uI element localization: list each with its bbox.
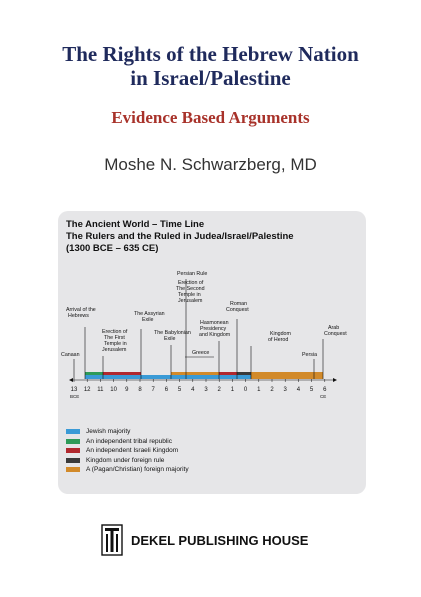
- timeline-tick-label: 1: [230, 387, 235, 393]
- timeline-panel: [58, 211, 366, 494]
- timeline-tick-label: 12: [83, 387, 91, 393]
- timeline-chart: [58, 211, 366, 426]
- timeline-tick-label: 4: [191, 387, 195, 393]
- label-hasmonean-3: and Kingdom: [199, 332, 231, 338]
- label-second-temple-1: Erection of: [178, 280, 204, 286]
- bar-hasmonean-kingdom: [219, 372, 237, 375]
- timeline-tick-label: 3: [204, 387, 208, 393]
- legend-item: [66, 427, 189, 437]
- legend-item: [66, 456, 189, 466]
- label-bce: BCE: [70, 394, 80, 399]
- timeline-date-range: (1300 BCE – 635 CE): [66, 243, 159, 254]
- label-herod-1: Kingdom: [270, 331, 291, 337]
- legend-item: [66, 465, 189, 475]
- timeline-tick-label: 5: [177, 387, 182, 393]
- label-roman-2: Conquest: [226, 307, 249, 313]
- label-first-temple-3: Temple in: [104, 341, 127, 347]
- timeline-tick-label: 7: [151, 387, 155, 393]
- timeline-tick-label: 10: [110, 387, 117, 393]
- timeline-tick-label: 9: [125, 387, 129, 393]
- bar-jewish-majority-2: [171, 375, 219, 379]
- label-greece: Greece: [192, 350, 210, 356]
- label-assyrian-2: Exile: [142, 317, 154, 323]
- label-arrival-1: Arrival of the: [66, 307, 96, 313]
- timeline-legend: [66, 427, 189, 475]
- legend-swatch: [66, 448, 80, 453]
- timeline-tick-label: 6: [323, 387, 327, 393]
- bar-tribal-republic: [85, 372, 103, 375]
- book-title-line-1: The Rights of the Hebrew Nation: [62, 42, 359, 66]
- label-arab-1: Arab: [328, 325, 340, 331]
- legend-label: An independent tribal republic: [86, 437, 173, 445]
- label-arab-2: Conquest: [324, 331, 347, 337]
- publisher-logo-icon: [101, 524, 123, 556]
- bar-israeli-kingdom: [103, 372, 141, 375]
- timeline-tick-label: 11: [97, 387, 104, 393]
- timeline-tick-label: 6: [164, 387, 169, 393]
- legend-item: [66, 446, 189, 456]
- publisher-name: DEKEL PUBLISHING HOUSE: [131, 533, 309, 548]
- label-first-temple-1: Erection of: [102, 329, 128, 335]
- timeline-tick-label: 2: [217, 387, 221, 393]
- label-roman-1: Roman: [230, 301, 248, 307]
- label-first-temple-4: Jerusalem: [102, 347, 127, 353]
- bar-herod-kingdom: [237, 372, 251, 375]
- timeline-right-arrow: [333, 378, 337, 382]
- timeline-tick-label: 13: [70, 387, 78, 393]
- label-arrival-2: Hebrews: [68, 313, 89, 319]
- timeline-tick-label: 2: [270, 387, 274, 393]
- timeline-tick-label: 8: [138, 387, 142, 393]
- label-hasmonean-1: Hasmonean: [200, 320, 229, 326]
- label-second-temple-3: Temple in: [178, 292, 201, 298]
- label-persian-rule: Persian Rule: [177, 271, 208, 277]
- legend-label: An independent Israeli Kingdom: [86, 447, 179, 455]
- timeline-heading: The Ancient World – Time Line: [66, 219, 205, 230]
- label-hasmonean-2: Presidency: [200, 326, 227, 332]
- legend-swatch: [66, 458, 80, 463]
- legend-label: Jewish majority: [86, 428, 131, 436]
- legend-swatch: [66, 429, 80, 434]
- label-assyrian-1: The Assyrian: [134, 311, 165, 317]
- label-babylonian-1: The Babylonian: [154, 330, 191, 336]
- book-title-line-2: in Israel/Palestine: [130, 66, 291, 90]
- timeline-tick-label: 3: [283, 387, 287, 393]
- legend-label: A (Pagan/Christian) foreign majority: [86, 466, 189, 474]
- timeline-left-arrow: [69, 378, 73, 382]
- label-first-temple-2: The First: [104, 335, 125, 341]
- label-herod-2: of Herod: [268, 337, 289, 343]
- label-second-temple-2: The Second: [176, 286, 205, 292]
- book-subtitle: Evidence Based Arguments: [111, 108, 310, 127]
- timeline-tick-label: 0: [243, 387, 248, 393]
- label-persia: Persia: [302, 352, 318, 358]
- label-babylonian-2: Exile: [164, 336, 176, 342]
- timeline-tick-label: 4: [296, 387, 301, 393]
- timeline-tick-label: 5: [309, 387, 314, 393]
- bar-jewish-majority-1: [85, 375, 171, 379]
- label-second-temple-4: Jerusalem: [178, 298, 203, 304]
- bar-jewish-majority-3: [219, 375, 251, 379]
- author-name: Moshe N. Schwarzberg, MD: [104, 155, 317, 174]
- label-ce: CE: [320, 394, 327, 399]
- bar-foreign-majority: [251, 372, 323, 379]
- legend-label: Kingdom under foreign rule: [86, 456, 165, 464]
- label-canaan: Canaan: [61, 352, 80, 358]
- legend-item: [66, 437, 189, 447]
- legend-swatch: [66, 439, 80, 444]
- timeline-subheading: The Rulers and the Ruled in Judea/Israel/Palestine: [66, 231, 294, 242]
- timeline-ticks: [71, 379, 327, 393]
- bar-foreign-rule-1: [171, 372, 219, 375]
- legend-swatch: [66, 467, 80, 472]
- timeline-tick-label: 1: [257, 387, 261, 393]
